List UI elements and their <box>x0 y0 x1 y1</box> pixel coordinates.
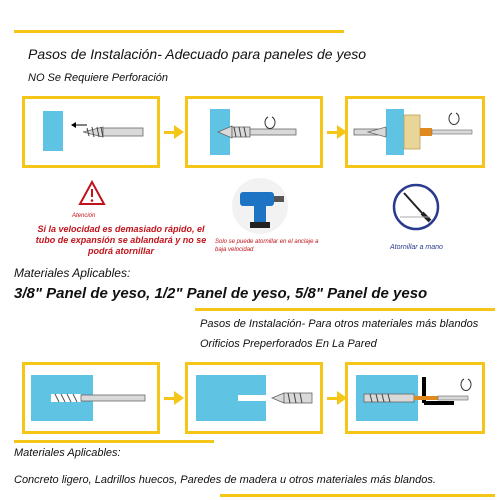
anchor-in-panel-illustration <box>188 99 320 165</box>
drill-note: Solo se puede atornillar en el anclaje a baja velocidad <box>215 239 319 253</box>
step-arrow-2 <box>327 131 337 134</box>
step-arrow-1 <box>164 131 174 134</box>
section2-title: Pasos de Instalación- Para otros materiales más blandos <box>200 318 479 330</box>
hand-note: Atornillar a mano <box>390 244 443 251</box>
screw-into-material-illustration <box>348 365 482 431</box>
step-arrow-1-head <box>174 125 184 139</box>
warning-icon <box>78 180 106 206</box>
materials2-label: Materiales Aplicables: <box>14 447 121 459</box>
power-drill-icon <box>230 178 290 234</box>
bottom-divider <box>14 440 214 443</box>
screwdriver-icon <box>392 183 440 231</box>
drill-bit-illustration <box>25 365 157 431</box>
screw-into-panel-illustration <box>25 99 157 165</box>
materials1-label: Materiales Aplicables: <box>14 266 131 280</box>
step4-panel <box>22 362 160 434</box>
step6-panel <box>345 362 485 434</box>
section2-subtitle: Orificios Preperforados En La Pared <box>200 338 377 350</box>
step-arrow-3 <box>164 397 174 400</box>
screw-through-anchor-illustration <box>348 99 482 165</box>
step5-panel <box>185 362 323 434</box>
warning-text: Si la velocidad es demasiado rápido, el tubo de expansión se ablandará y no se podrá atornillar <box>35 224 207 256</box>
section1-subtitle: NO Se Requiere Perforación <box>28 72 169 84</box>
step-arrow-3-head <box>174 391 184 405</box>
step3-panel <box>345 96 485 168</box>
step-arrow-4 <box>327 397 337 400</box>
step2-panel <box>185 96 323 168</box>
middle-divider <box>195 308 495 311</box>
footer-divider <box>220 494 495 497</box>
materials2-value: Concreto ligero, Ladrillos huecos, Paredes de madera u otros materiales más blandos. <box>14 474 436 486</box>
top-divider <box>14 30 344 33</box>
materials1-value: 3/8" Panel de yeso, 1/2" Panel de yeso, 5/8" Panel de yeso <box>14 285 428 302</box>
step1-panel <box>22 96 160 168</box>
predrilled-hole-illustration <box>188 365 320 431</box>
section1-title: Pasos de Instalación- Adecuado para paneles de yeso <box>28 46 367 62</box>
warning-label: Atención <box>72 213 96 219</box>
